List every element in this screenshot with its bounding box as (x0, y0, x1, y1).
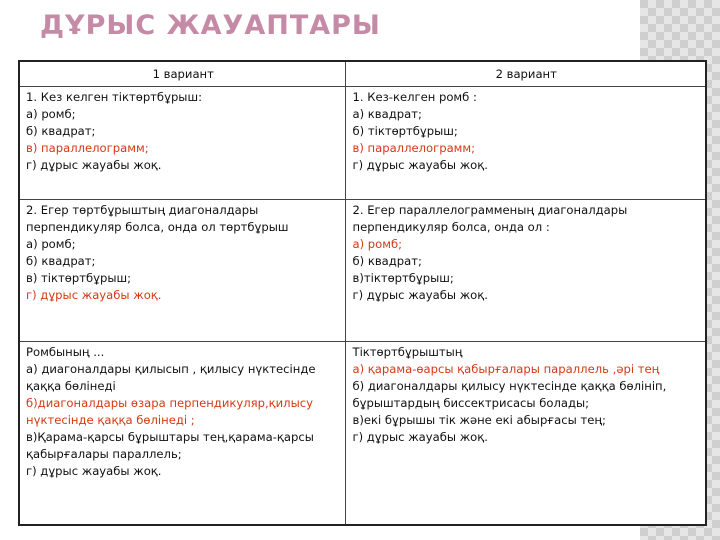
table-row (19, 87, 706, 200)
correct-answer-option: г) дұрыс жауабы жоқ. (26, 288, 162, 302)
question-cell-v1 (19, 342, 346, 526)
question-text: 1. Кез келген тіктөртбұрыш: (26, 90, 202, 104)
correct-answer-option: а) қарама-өарсы қабырғалары параллель ,әрі тең (352, 362, 660, 376)
column-header-variant-1: 1 вариант (19, 61, 346, 87)
answer-option: б) квадрат; (26, 254, 96, 268)
answer-option: в) тіктөртбұрыш; (26, 271, 132, 285)
answer-option: г) дұрыс жауабы жоқ. (26, 464, 162, 478)
question-cell-v2 (346, 87, 706, 200)
answer-option: в)Қарама-қарсы бұрыштары тең,қарама-қарсы қабырғалары параллель; (26, 430, 314, 461)
answer-option: г) дұрыс жауабы жоқ. (26, 158, 162, 172)
question-text: Ромбының ... (26, 345, 105, 359)
answer-option: а) ромб; (26, 237, 76, 251)
question-cell-v2 (346, 200, 706, 342)
answer-option: б) диагоналдары қилысу нүктесінде қаққа бөлініп, бұрыштардың биссектрисасы болады; (352, 379, 667, 410)
correct-answer-option: б)диагоналдары өзара перпендикуляр,қилысу нүктесінде қаққа бөлінеді ; (26, 396, 313, 427)
column-header-variant-2: 2 вариант (346, 61, 706, 87)
answer-option: а) диагоналдары қилысып , қилысу нүктесінде қаққа бөлінеді (26, 362, 316, 393)
answer-option: б) тіктөртбұрыш; (352, 124, 458, 138)
answer-option: а) ромб; (26, 107, 76, 121)
question-text: 2. Егер төртбұрыштың диагоналдары перпендикуляр болса, онда ол төртбұрыш (26, 203, 289, 234)
question-cell-v2 (346, 342, 706, 526)
table-row (19, 342, 706, 526)
table-header-row (19, 61, 706, 87)
answers-table (18, 60, 707, 526)
table-row (19, 200, 706, 342)
answer-option: а) квадрат; (352, 107, 422, 121)
answer-option: г) дұрыс жауабы жоқ. (352, 430, 488, 444)
correct-answer-option: в) параллелограмм; (26, 141, 149, 155)
answer-option: г) дұрыс жауабы жоқ. (352, 158, 488, 172)
answer-option: в)екі бұрышы тік және екі абырғасы тең; (352, 413, 606, 427)
question-cell-v1 (19, 87, 346, 200)
correct-answer-option: в) параллелограмм; (352, 141, 476, 155)
question-cell-v1 (19, 200, 346, 342)
answer-option: б) квадрат; (352, 254, 422, 268)
correct-answer-option: а) ромб; (352, 237, 403, 251)
question-text: 1. Кез-келген ромб : (352, 90, 477, 104)
page-title: ДҰРЫС ЖАУАПТАРЫ (40, 10, 381, 41)
answer-option: в)тіктөртбұрыш; (352, 271, 454, 285)
question-text: 2. Егер параллелограмменың диагоналдары перпендикуляр болса, онда ол : (352, 203, 628, 234)
answer-option: г) дұрыс жауабы жоқ. (352, 288, 488, 302)
answer-option: б) квадрат; (26, 124, 96, 138)
question-text: Тіктөртбұрыштың (352, 345, 463, 359)
